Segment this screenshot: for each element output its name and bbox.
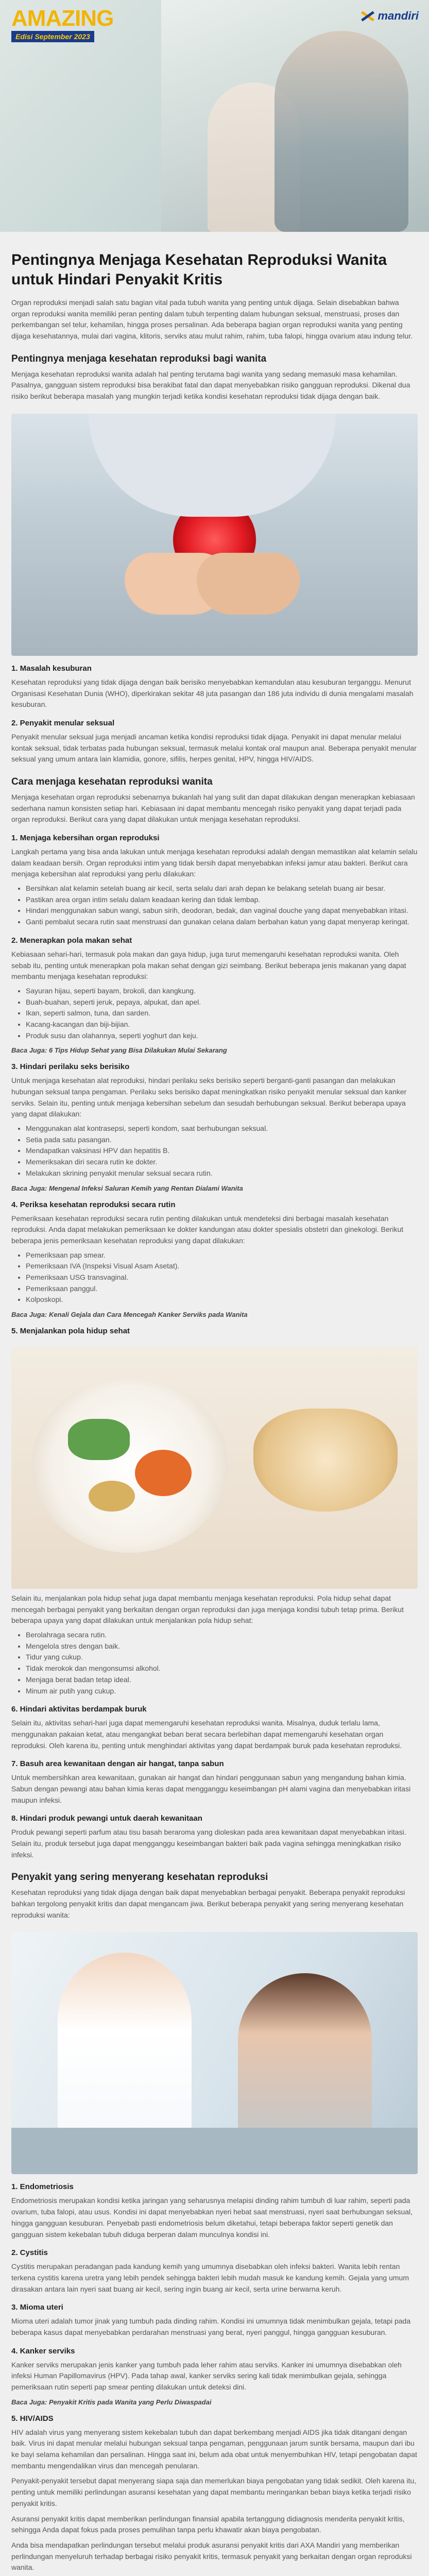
section-body-importance: Menjaga kesehatan reproduksi wanita adalah hal penting terutama bagi wanita yang sedang memasuki masa kehamilan. Pasalnya, gangguan sistem reproduksi bisa berakibat fatal dan dapat menyebabkan risiko gangguan reproduksi. Dikenal dua risiko berikut beberapa masalah yang mungkin terjadi ketika kondisi kesehatan reproduksi tidak dijaga dengan baik. [11,369,410,401]
list-b-heading-3: 3. Hindari perilaku seks berisiko [11,1062,130,1072]
list-item: • Pemeriksaan USG transvaginal. [26,1272,418,1283]
list-b-items-2 [11,986,418,1041]
list-item: • Memeriksakan diri secara rutin ke dokter. [26,1157,418,1168]
list-item: • Kacang-kacangan dan biji-bijian. [26,1019,418,1030]
list-item: • Kolposkopi. [26,1294,418,1306]
list-b-heading-5: 5. Menjalankan pola hidup sehat [11,1327,130,1335]
list-c-heading-2: 7. Basuh area kewanitaan dengan air hangat, tanpa sabun [11,1759,224,1769]
list-item: • Produk susu dan olahannya, seperti yoghurt dan keju. [26,1030,418,1042]
list-item: • Sayuran hijau, seperti bayam, brokoli, dan kangkung. [26,986,418,997]
section-heading-diseases: Penyakit yang sering menyerang kesehatan reproduksi [11,1872,268,1883]
brand-block [11,7,125,42]
list-b-items-3 [11,1123,418,1179]
image-vegetable-yellow [89,1481,135,1512]
list-item: • Bersihkan alat kelamin setelah buang air kecil, serta selalu dari arah depan ke belakang setelah buang air besar. [26,883,418,894]
list-item: • Menjaga berat badan tetap ideal. [26,1674,418,1686]
section-body-how-to: Menjaga kesehatan organ reproduksi sebenarnya bukanlah hal yang sulit dan dapat dilakukan dengan menerapkan kebiasaan sederhana namun konsisten setiap hari. Kebiasaan ini dapat membantu mencegah risiko penyakit yang dapat terjadi pada organ reproduksi. Berikut cara yang dapat dilakukan untuk menjaga kesehatan reproduksi. [11,792,415,824]
image-doctor-consultation [11,1932,418,2174]
list-c-heading-3: 8. Hindari produk pewangi untuk daerah kewanitaan [11,1814,202,1823]
list-item: • Mengelola stres dengan baik. [26,1641,418,1652]
list-c-body-2: Untuk membersihkan area kewanitaan, gunakan air hangat dan hindari penggunaan sabun yang mengandung bahan kimia. Sabun dengan pewangi atau bahan kimia keras dapat mengganggu keseimbangan pH alami vagina dan menyebabkan iritasi maupun infeksi. [11,1773,411,1804]
list-item: • Menggunakan alat kontrasepsi, seperti kondom, saat berhubungan seksual. [26,1123,418,1134]
partner-logo [361,9,419,23]
related-link-1[interactable]: Baca Juga: 6 Tips Hidup Sehat yang Bisa Dilakukan Mulai Sekarang [11,1046,227,1055]
list-item: • Melakukan skrining penyakit menular seksual secara rutin. [26,1168,418,1179]
brand-logo: AMAZING [11,6,114,31]
hero-doctor-figure [274,31,408,232]
list-item: • Tidak merokok dan mengonsumsi alkohol. [26,1663,418,1674]
article [0,250,429,2576]
list-item: • Pemeriksaan panggul. [26,1283,418,1295]
closing-paragraph: Penyakit-penyakit tersebut dapat menyerang siapa saja dan memerlukan biaya pengobatan yang tidak sedikit. Oleh karena itu, penting untuk memiliki perlindungan asuransi kesehatan yang dapat membantu meringankan beban biaya ketika terjadi risiko penyakit kritis. [11,2477,417,2507]
hero-banner [0,0,429,232]
list-item: • Minum air putih yang cukup. [26,1686,418,1697]
list-a-heading-2: 2. Penyakit menular seksual [11,718,115,727]
list-c-body-3: Produk pewangi seperti parfum atau tisu basah beraroma yang dioleskan pada area kewanitaan dapat menyebabkan iritasi. Selain itu, produk tersebut juga dapat mengganggu keseimbangan bakteri baik pada vagina sehingga meningkatkan risiko infeksi. [11,1828,406,1859]
image-vegetable-orange [135,1450,192,1496]
list-item: • Hindari menggunakan sabun wangi, sabun sirih, deodoran, bedak, dan vaginal douche yang dapat menyebabkan iritasi. [26,905,418,917]
s5-items [11,1630,418,1697]
list-c-heading-1: 6. Hindari aktivitas berdampak buruk [11,1705,147,1714]
edition-badge: Edisi September 2023 [11,31,94,42]
axa-x-icon [361,10,375,22]
list-d-heading-2: 2. Cystitis [11,2248,48,2258]
list-b-body-3: Untuk menjaga kesehatan alat reproduksi, hindari perilaku seks berisiko seperti berganti-ganti pasangan dan melakukan hubungan seksual tanpa pengaman. Perilaku seks berisiko dapat meningkatkan risiko penyakit menular seksual dan kanker serviks. Selain itu, penting untuk menjaga kebersihan sebelum dan sesudah berhubungan seksual. Berikut beberapa upaya yang dapat dilakukan: [11,1076,407,1118]
list-c-body-1: Selain itu, aktivitas sehari-hari juga dapat memengaruhi kesehatan reproduksi wanita. Misalnya, duduk terlalu lama, menggunakan pakaian ketat, atau mengangkat beban berat secara berlebihan dapat memengaruhi kesehatan organ reproduksi. Oleh karena itu, penting untuk menghindari aktivitas yang dapat berdampak buruk pada kesehatan reproduksi. [11,1719,402,1750]
article-title: Pentingnya Menjaga Kesehatan Reproduksi Wanita untuk Hindari Penyakit Kritis [11,251,387,288]
list-d-body-1: Endometriosis merupakan kondisi ketika jaringan yang seharusnya melapisi dinding rahim tumbuh di luar rahim, seperti pada ovarium, tuba falopi, atau usus. Kondisi ini dapat menyebabkan nyeri hebat saat menstruasi, nyeri saat berhubungan seksual, hingga gangguan kesuburan. Penyebab pasti endometriosis belum diketahui, tetapi beberapa faktor seperti genetik dan gangguan sistem kekebalan tubuh diduga berperan dalam munculnya kondisi ini. [11,2196,413,2239]
list-d-heading-1: 1. Endometriosis [11,2182,74,2192]
section-heading-importance: Pentingnya menjaga kesehatan reproduksi bagi wanita [11,353,267,364]
image-heart-hands [11,414,418,656]
related-link-2[interactable]: Baca Juga: Mengenal Infeksi Saluran Kemih yang Rentan Dialami Wanita [11,1184,243,1192]
list-b-items-4 [11,1250,418,1306]
list-item: • Setia pada satu pasangan. [26,1134,418,1146]
list-d-body-4: Kanker serviks merupakan jenis kanker yang tumbuh pada leher rahim atau serviks. Kanker ini umumnya disebabkan oleh infeksi Human Papillomavirus (HPV). Pada tahap awal, kanker serviks sering kali tidak menimbulkan gejala, sehingga pemeriksaan rutin seperti pap smear penting dilakukan untuk deteksi dini. [11,2360,402,2391]
section-heading-how-to: Cara menjaga kesehatan reproduksi wanita [11,776,213,787]
list-a-body-1: Kesehatan reproduksi yang tidak dijaga dengan baik berisiko menyebabkan kemandulan atau kesuburan terganggu. Menurut Organisasi Kesehatan Dunia (WHO), diperkirakan sekitar 48 juta pasangan dan 186 juta individu di dunia mengalami masalah kesuburan. [11,677,414,709]
list-item: • Buah-buahan, seperti jeruk, pepaya, alpukat, dan apel. [26,997,418,1008]
closing-paragraph: Asuransi penyakit kritis dapat memberikan perlindungan finansial apabila tertanggung didiagnosis menderita penyakit kritis, sehingga Anda dapat fokus pada proses pemulihan tanpa perlu khawatir akan biaya pengobatan. [11,2514,405,2534]
image-desk [11,2128,418,2174]
list-d-heading-5: 5. HIV/AIDS [11,2414,54,2423]
list-item: • Pemeriksaan IVA (Inspeksi Visual Asam Asetat). [26,1261,418,1272]
list-d-body-2: Cystitis merupakan peradangan pada kandung kemih yang umumnya disebabkan oleh infeksi bakteri. Wanita lebih rentan terkena cystitis karena uretra yang lebih pendek sehingga bakteri lebih mudah masuk ke kandung kemih. Gejala yang umum dirasakan antara lain nyeri saat buang air kecil, sering ingin buang air kecil, serta urine berwarna keruh. [11,2262,409,2293]
partner-logo-text: mandiri [377,9,419,22]
image-shirt-shape [89,414,336,517]
list-b-items-1 [11,883,418,928]
list-a-body-2: Penyakit menular seksual juga menjadi ancaman ketika kondisi reproduksi tidak dijaga. Penyakit ini dapat menular melalui kontak seksual, tidak terbatas pada hubungan seksual, termasuk melalui kontak oral maupun anal. Beberapa penyakit menular seksual yang umum antara lain klamidia, gonore, sifilis, herpes genital, HPV, hingga HIV/AIDS. [11,732,417,764]
related-link-3[interactable]: Baca Juga: Kenali Gejala dan Cara Mencegah Kanker Serviks pada Wanita [11,1311,248,1318]
list-b-body-4: Pemeriksaan kesehatan reproduksi secara rutin penting dilakukan untuk mendeteksi dini berbagai masalah kesehatan reproduksi. Anda dapat melakukan pemeriksaan ke dokter kandungan atau dokter spesialis obstetri dan ginekologi. Berikut beberapa jenis pemeriksaan kesehatan reproduksi yang dapat dilakukan: [11,1214,404,1245]
list-d-body-3: Mioma uteri adalah tumor jinak yang tumbuh pada dinding rahim. Kondisi ini umumnya tidak menimbulkan gejala, tetapi pada beberapa kasus dapat menyebabkan perdarahan menstruasi yang berat, nyeri panggul, hingga gangguan kesuburan. [11,2317,411,2336]
list-d-heading-4: 4. Kanker serviks [11,2346,75,2355]
image-healthy-food [11,1347,418,1589]
list-a-heading-1: 1. Masalah kesuburan [11,664,92,673]
s5-body: Selain itu, menjalankan pola hidup sehat juga dapat membantu menjaga kesehatan reproduksi. Pola hidup sehat dapat mencegah berbagai penyakit yang berkaitan dengan organ reproduksi dan juga menjaga kondisi tubuh tetap prima. Berikut beberapa upaya yang dapat dilakukan untuk menjalankan pola hidup sehat: [11,1594,404,1625]
list-b-heading-1: 1. Menjaga kebersihan organ reproduksi [11,834,160,842]
list-item: • Pastikan area organ intim selalu dalam keadaan kering dan tidak lembap. [26,894,418,906]
section-body-diseases: Kesehatan reproduksi yang tidak dijaga dengan baik dapat menyebabkan berbagai penyakit. Beberapa penyakit reproduksi bahkan tergolong penyakit kritis dan dapat mengancam jiwa. Berikut beberapa penyakit yang sering menyerang kesehatan reproduksi wanita: [11,1888,405,1919]
image-bowl [253,1409,398,1512]
list-d-body-5: HIV adalah virus yang menyerang sistem kekebalan tubuh dan dapat berkembang menjadi AIDS jika tidak ditangani dengan baik. Virus ini dapat menular melalui hubungan seksual tanpa pengaman, penggunaan jarum suntik bersama, maupun dari ibu ke bayi selama kehamilan dan persalinan. Hingga saat ini, belum ada obat untuk menyembuhkan HIV, tetapi pengobatan dapat membantu mengendalikan virus dan mencegah penularan. [11,2428,417,2470]
list-item: • Pemeriksaan pap smear. [26,1250,418,1261]
list-item: • Mendapatkan vaksinasi HPV dan hepatitis B. [26,1145,418,1157]
list-b-body-1: Langkah pertama yang bisa anda lakukan untuk menjaga kesehatan reproduksi adalah dengan memastikan alat kelamin selalu dalam keadaan bersih. Organ reproduksi intim yang tidak bersih dapat menyebabkan infeksi jamur atau bakteri. Berikut cara menjaga kebersihan alat reproduksi yang perlu dilakukan: [11,848,418,878]
list-b-body-2: Kebiasaan sehari-hari, termasuk pola makan dan gaya hidup, juga turut memengaruhi kesehatan reproduksi wanita. Oleh sebab itu, penting untuk menerapkan pola makan sehat dengan gizi seimbang. Berikut beberapa jenis makanan yang dapat membantu menjaga kesehatan reproduksi: [11,950,406,981]
list-item: • Tidur yang cukup. [26,1652,418,1663]
list-item: • Ganti pembalut secara rutin saat menstruasi dan gunakan celana dalam berbahan katun yang dapat menyerap keringat. [26,917,418,928]
related-link-4[interactable]: Baca Juga: Penyakit Kritis pada Wanita yang Perlu Diwaspadai [11,2398,212,2406]
list-b-heading-4: 4. Periksa kesehatan reproduksi secara rutin [11,1200,176,1209]
image-plate [32,1378,228,1553]
image-vegetable-green [68,1419,130,1460]
image-right-hand [197,553,300,615]
closing-paragraph: Anda bisa mendapatkan perlindungan tersebut melalui produk asuransi penyakit kritis dari AXA Mandiri yang memberikan perlindungan menyeluruh terhadap berbagai risiko penyakit kritis, termasuk penyakit yang berkaitan dengan organ reproduksi wanita. [11,2540,412,2572]
list-d-heading-3: 3. Mioma uteri [11,2303,63,2312]
list-item: • Berolahraga secara rutin. [26,1630,418,1641]
list-b-heading-2: 2. Menerapkan pola makan sehat [11,936,132,945]
article-intro: Organ reproduksi menjadi salah satu bagian vital pada tubuh wanita yang penting untuk dijaga. Selain disebabkan bahwa organ reproduksi wanita memiliki peran penting dalam tubuh terpenting dalam hubungan seksual, menstruasi, proses dan perkembangan sel telur, kehamilan, hingga proses persalinan. Ada beberapa bagian organ reproduksi wanita yang penting dijaga kesehatannya, mulai dari vagina, klitoris, serviks atau mulut rahim, rahim, tuba falopi, hingga ovarium atau indung telur. [11,298,413,341]
list-item: • Ikan, seperti salmon, tuna, dan sarden. [26,1008,418,1019]
